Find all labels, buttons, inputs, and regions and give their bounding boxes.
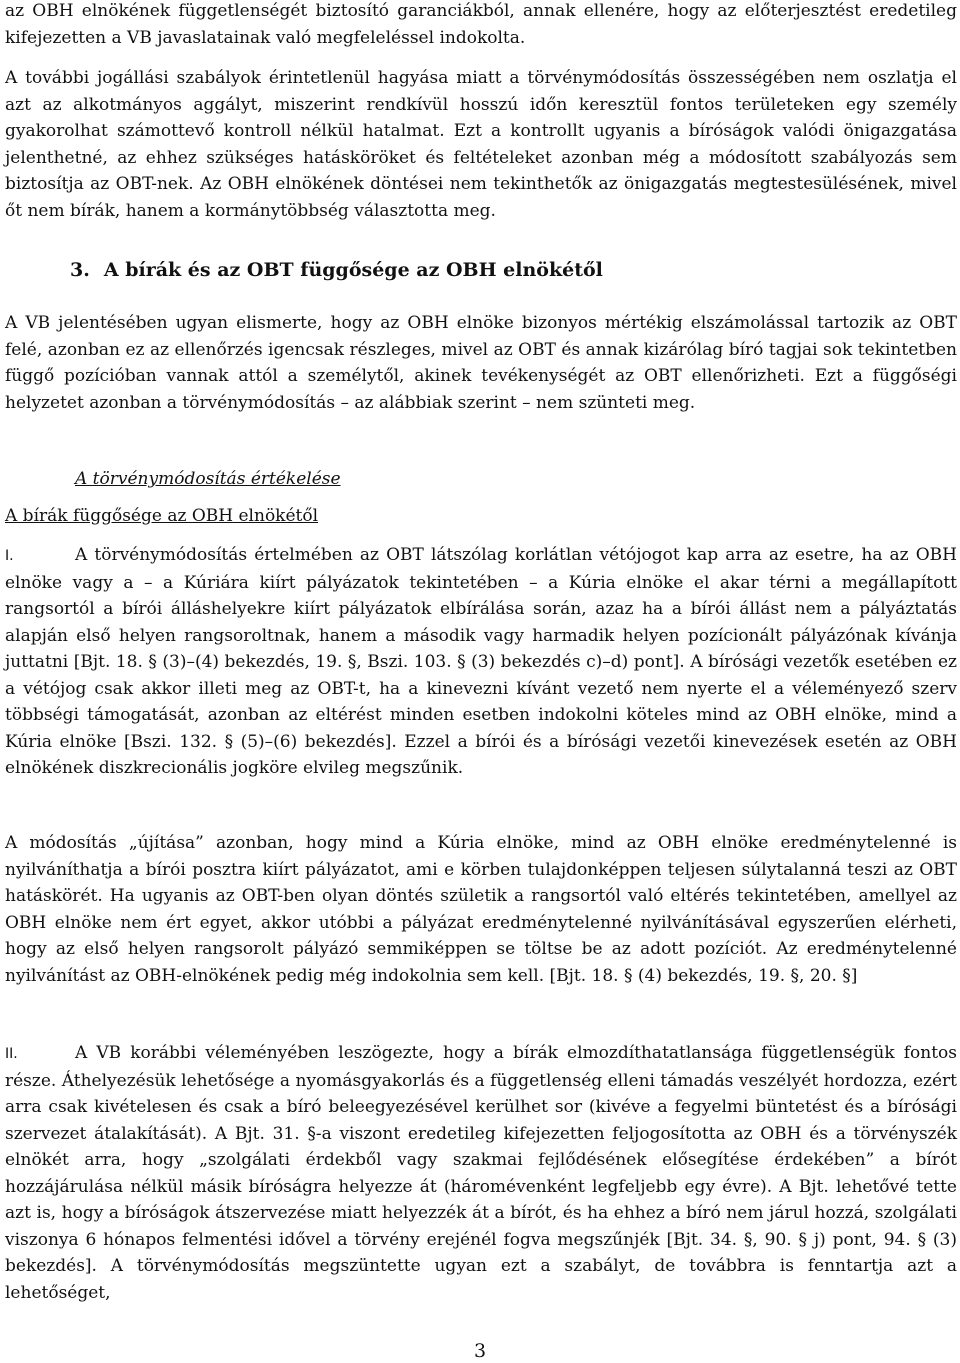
paragraph-jogallasi: A további jogállási szabályok érintetlenül hagyása miatt a törvénymódosítás összességében nem oszlatja el azt az alkotmányos aggályt, miszerint rendkívül hosszú időn keresztül fontos területeken egy személy gyakorolhat számottevő kontroll nélkül hatalmat. Ezt a kontrollt ugyanis a bíróságok valódi önigazgatása jelenthetné, az ehhez szükséges hatásköröket és feltételeket azonban még a módosított szabályozás sem biztosítja az OBT-nek. Az OBH elnökének döntései nem tekinthetők az önigazgatás megtestesülésének, mivel őt nem bírák, hanem a kormánytöbbség választotta meg. <box>5 68 957 221</box>
paragraph-ii <box>5 1040 957 1306</box>
subtitle-dependency: A bírák függősége az OBH elnökétől <box>5 506 319 526</box>
list-marker-i: I. <box>5 548 14 564</box>
section-number: 3. <box>70 259 90 281</box>
paragraph-i <box>5 542 957 782</box>
subtitle-evaluation: A törvénymódosítás értékelése <box>75 469 341 489</box>
paragraph-i-text: A törvénymódosítás értelmében az OBT látszólag korlátlan vétójogot kap arra az esetre, ha az OBH elnöke vagy a – a Kúriára kiírt pályázatok tekintetében – a Kúria elnöke el akar térni a megállapított rangsortól a bírói álláshelyekre kiírt pályázatok elbírálása során, azaz ha a bírói állást nem a pályáztatás alapján első helyen rangsoroltnak, hanem a második vagy harmadik helyen pozícionált pályázónak kívánja juttatni [Bjt. 18. § (3)–(4) bekezdés, 19. §, Bszi. 103. § (3) bekezdés c)–d) pont]. A bírósági vezetők esetében ez a vétójog csak akkor illeti meg az OBT-t, ha a kinevezni kívánt vezető nem nyerte el a véleményező szerv többségi támogatását, azonban az eltérést minden esetben indokolni köteles mind az OBH elnöke, mind a Kúria elnöke [Bszi. 132. § (5)–(6) bekezdés]. Ezzel a bírói és a bírósági vezetői kinevezések esetén az OBH elnökének diszkrecionális jogköre elvileg megszűnik. <box>5 545 957 778</box>
paragraph-intro: az OBH elnökének függetlenségét biztosító garanciákból, annak ellenére, hogy az előterjesztést eredetileg kifejezetten a VB javaslatainak való megfeleléssel indokolta. <box>5 1 957 48</box>
section-heading <box>70 256 603 284</box>
paragraph-vb-jelentes: A VB jelentésében ugyan elismerte, hogy az OBH elnöke bizonyos mértékig elszámolással tartozik az OBT felé, azonban ez az ellenőrzés igencsak részleges, mivel az OBT és annak kizárólag bíró tagjai sok tekintetben függő pozícióban vannak attól a személytől, akinek tevékenységét az OBT ellenőrizheti. Ezt a függőségi helyzetet azonban a törvénymódosítás – az alábbiak szerint – nem szünteti meg. <box>5 313 957 413</box>
paragraph-modositas: A módosítás „újítása” azonban, hogy mind a Kúria elnöke, mind az OBH elnöke eredménytelenné is nyilváníthatja a bírói posztra kiírt pályázatot, ami e körben tulajdonképpen teljesen súlytalanná teszi az OBT hatáskörét. Ha ugyanis az OBT-ben olyan döntés születik a rangsortól való eltérés tekintetében, amellyel az OBH elnöke nem ért egyet, akkor utóbbi a pályázat eredménytelenné nyilvánításával egyszerűen elérheti, hogy az első helyen rangsorolt pályázó semmiképpen se töltse be az adott pozíciót. Az eredménytelenné nyilvánítást az OBH-elnökének pedig még indokolnia sem kell. [Bjt. 18. § (4) bekezdés, 19. §, 20. §] <box>5 833 957 986</box>
section-title: A bírák és az OBT függősége az OBH elnökétől <box>103 259 603 281</box>
page-number: 3 <box>473 1340 487 1362</box>
list-marker-ii: II. <box>5 1046 18 1062</box>
paragraph-ii-text: A VB korábbi véleményében leszögezte, hogy a bírák elmozdíthatatlansága függetlenségük fontos része. Áthelyezésük lehetősége a nyomásgyakorlás és a függetlenség elleni támadás veszélyét hordozza, ezért arra csak kivételesen és csak a bíró beleegyezésével kerülhet sor (kivéve a fegyelmi büntetést és a bírósági szervezet átalakítását). A Bjt. 31. §-a viszont eredetileg kifejezetten feljogosította az OBH és a törvényszék elnökét arra, hogy „szolgálati érdekből vagy szakmai fejlődésének elősegítése érdekében” a bírót hozzájárulása nélkül másik bíróságra helyezze át (háromévenként legfeljebb egy évre). A Bjt. lehetővé tette azt is, hogy a bíróságok átszervezése miatt helyezzék át a bírót, és ha ehhez a bíró nem járul hozzá, szolgálati viszonya 6 hónapos felmentési idővel a törvény erejénél fogva megszűnjék [Bjt. 34. §, 90. § j) pont, 94. § (3) bekezdés]. A törvénymódosítás megszüntette ugyan ezt a szabályt, de továbbra is fenntartja azt a lehetőséget, <box>5 1043 957 1303</box>
